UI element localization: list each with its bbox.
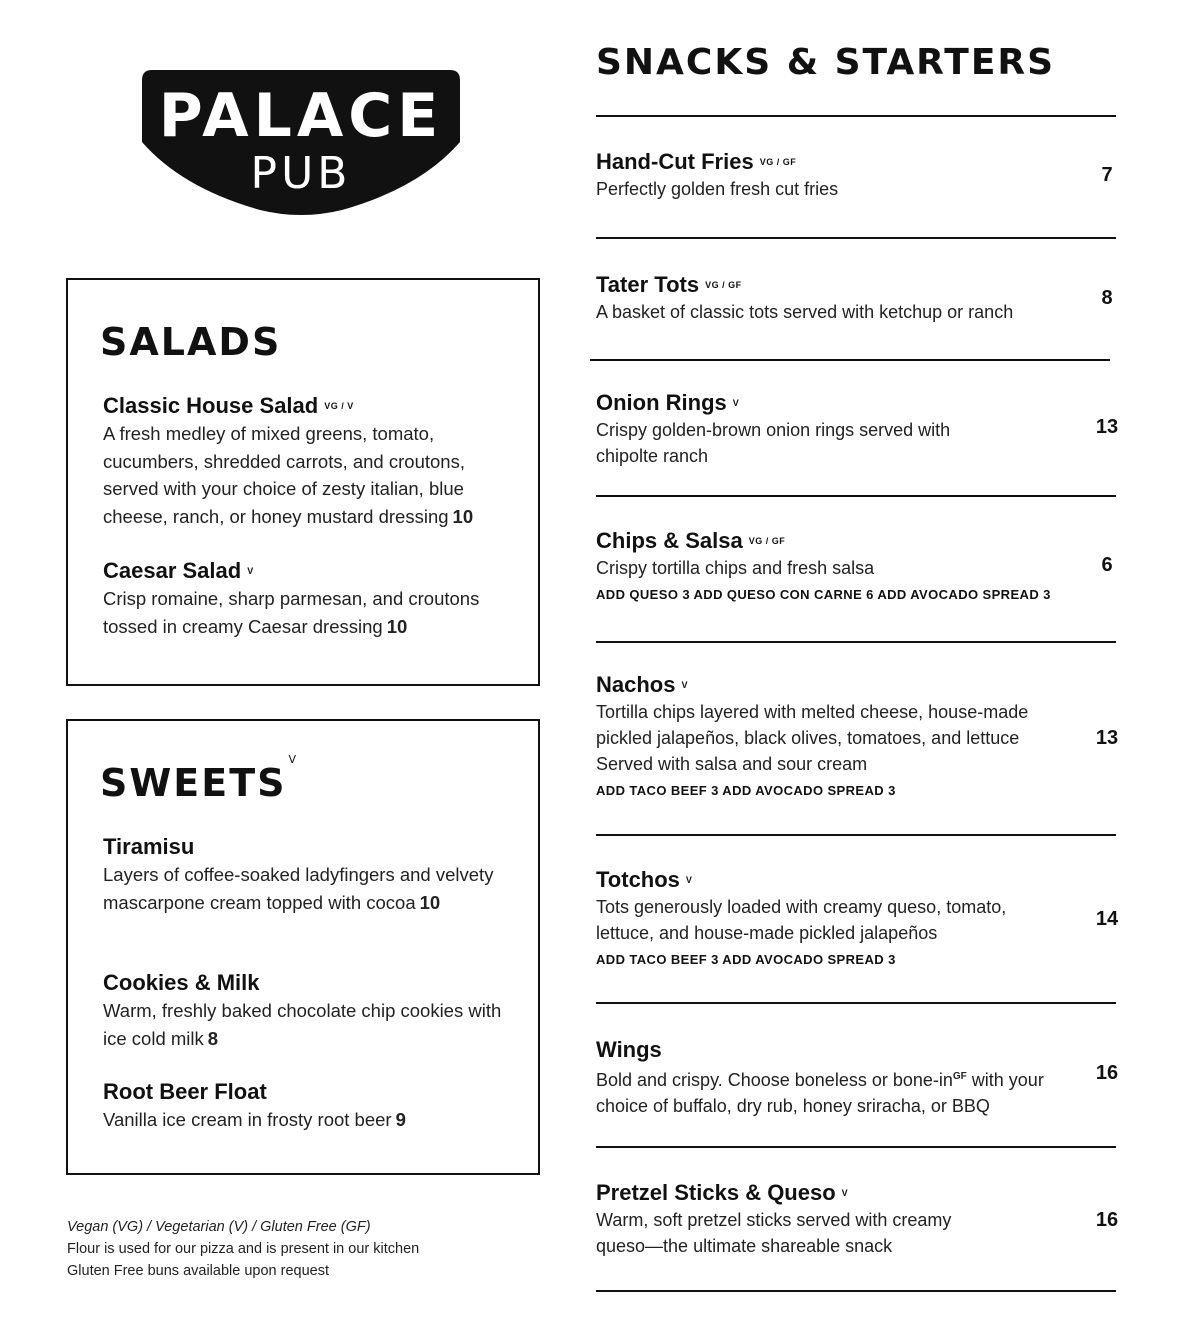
- diet-legend: Vegan (VG) / Vegetarian (V) / Gluten Free (GF): [67, 1219, 371, 1235]
- item-description: Tots generously loaded with creamy queso, tomato, lettuce, and house-made pickled jalapeños: [596, 897, 1007, 943]
- salads-title: SALADS: [100, 320, 282, 364]
- diet-tag: V: [288, 753, 299, 766]
- item-name: Hand-Cut Fries: [596, 149, 754, 174]
- item-price: 13: [1095, 727, 1119, 749]
- divider: [596, 1002, 1116, 1004]
- item-price: 14: [1095, 908, 1119, 930]
- divider: [596, 237, 1116, 239]
- menu-item: [596, 527, 1086, 602]
- snacks-title: SNACKS & STARTERS: [596, 42, 1056, 83]
- item-price: 16: [1095, 1209, 1119, 1231]
- item-description: A basket of classic tots served with ketchup or ranch: [596, 302, 1014, 322]
- diet-tag: V: [685, 875, 693, 885]
- item-name: Classic House Salad: [103, 393, 319, 418]
- item-price: 10: [386, 615, 408, 637]
- item-name: Tater Tots: [596, 272, 700, 297]
- flour-notice: Flour is used for our pizza and is present in our kitchen: [67, 1241, 420, 1257]
- diet-tag: VG / GF: [705, 280, 742, 290]
- diet-tag: V: [247, 566, 254, 576]
- menu-item: [596, 866, 1046, 967]
- diet-tag: V: [841, 1188, 849, 1198]
- menu-item: [103, 557, 523, 640]
- item-name: Pretzel Sticks & Queso: [596, 1180, 836, 1205]
- item-price: 8: [207, 1027, 219, 1049]
- menu-item: [103, 1078, 523, 1134]
- item-addons: ADD TACO BEEF 3 ADD AVOCADO SPREAD 3: [596, 783, 896, 798]
- item-description: Bold and crispy. Choose boneless or bone-$in^{GF}$ with your choice of buffalo, dry rub, honey sriracha, or BBQ: [596, 1070, 1044, 1116]
- menu-item: [596, 148, 1086, 202]
- item-name: Wings: [596, 1037, 662, 1062]
- divider: [596, 495, 1116, 497]
- divider: [596, 1290, 1116, 1292]
- menu-item: [103, 392, 523, 530]
- diet-tag: VG / GF: [748, 536, 786, 546]
- item-price: 16: [1095, 1062, 1119, 1084]
- sweets-title: $SWEETS^V$: [100, 753, 299, 805]
- menu-item: [596, 389, 996, 469]
- item-name: Root Beer Float: [103, 1079, 267, 1104]
- diet-tag: GF: [952, 1071, 967, 1082]
- item-name: Caesar Salad: [103, 558, 242, 583]
- item-price: 10: [452, 505, 474, 527]
- salads-section: [66, 278, 540, 686]
- divider: [596, 834, 1116, 836]
- palace-pub-logo: [142, 70, 460, 216]
- item-description: Perfectly golden fresh cut fries: [596, 179, 839, 199]
- item-description: Crispy golden-brown onion rings served with chipolte ranch: [596, 420, 951, 466]
- item-description: Vanilla ice cream in frosty root beer: [103, 1109, 392, 1130]
- gluten-free-notice: Gluten Free buns available upon request: [67, 1263, 329, 1279]
- menu-item: [596, 271, 1086, 325]
- footnote: [67, 1216, 419, 1282]
- logo-line2: PUB: [250, 148, 352, 199]
- item-name: Nachos: [596, 672, 676, 697]
- item-description: Crisp romaine, sharp parmesan, and croutons tossed in creamy Caesar dressing: [103, 588, 480, 637]
- item-name: Onion Rings: [596, 390, 727, 415]
- sweets-section: [66, 719, 540, 1175]
- item-name: Chips & Salsa: [596, 528, 743, 553]
- divider: [596, 115, 1116, 117]
- item-description: Warm, freshly baked chocolate chip cookies with ice cold milk: [103, 1000, 502, 1049]
- diet-tag: V: [681, 680, 688, 690]
- item-addons: ADD TACO BEEF 3 ADD AVOCADO SPREAD 3: [596, 952, 896, 967]
- item-name: Cookies & Milk: [103, 970, 260, 995]
- item-price: 13: [1095, 416, 1119, 438]
- menu-item: [596, 1179, 996, 1259]
- item-description: Tortilla chips layered with melted cheese, house-made pickled jalapeños, black olives, tomatoes, and lettuce Served with salsa and sour cream: [596, 702, 1029, 774]
- item-description: Crispy tortilla chips and fresh salsa: [596, 558, 875, 578]
- item-price: 9: [395, 1109, 406, 1130]
- item-price: 7: [1101, 164, 1113, 186]
- menu-item: [103, 833, 503, 916]
- menu-item: [596, 1036, 1076, 1119]
- divider: [596, 1146, 1116, 1148]
- item-price: 10: [419, 891, 441, 913]
- item-description: A fresh medley of mixed greens, tomato, cucumbers, shredded carrots, and croutons, served with your choice of zesty italian, blue cheese, ranch, or honey mustard dressing: [103, 423, 465, 527]
- diet-tag: VG / V: [324, 401, 354, 411]
- item-name: Tiramisu: [103, 834, 195, 859]
- item-price: 8: [1101, 287, 1113, 309]
- item-description: Warm, soft pretzel sticks served with creamy queso—the ultimate shareable snack: [596, 1210, 952, 1256]
- divider: [590, 359, 1110, 361]
- item-addons: ADD QUESO 3 ADD QUESO CON CARNE 6 ADD AVOCADO SPREAD 3: [596, 587, 1051, 602]
- item-name: Totchos: [596, 867, 680, 892]
- diet-tag: VG / GF: [759, 157, 797, 167]
- logo-line1: PALACE: [158, 81, 444, 151]
- item-description: Layers of coffee-soaked ladyfingers and velvety mascarpone cream topped with cocoa: [103, 864, 494, 913]
- item-price: 6: [1101, 554, 1113, 576]
- menu-item: [103, 969, 523, 1052]
- divider: [596, 641, 1116, 643]
- diet-tag: V: [732, 398, 740, 408]
- menu-item: [596, 671, 1066, 798]
